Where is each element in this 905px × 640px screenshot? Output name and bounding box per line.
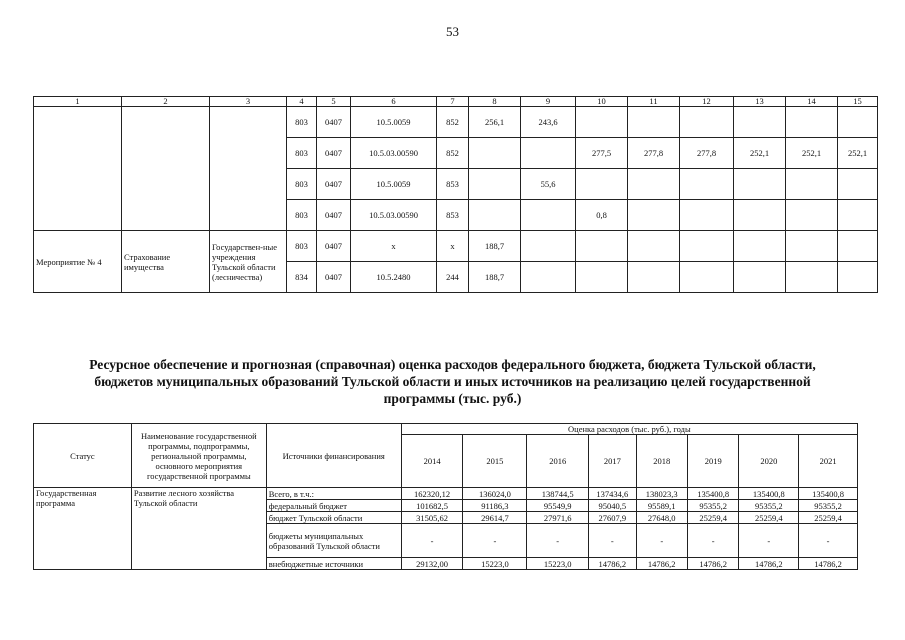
table1-cell: 243,6 [521, 107, 576, 138]
table1-col-number: 5 [317, 97, 351, 107]
value-cell: 101682,5 [401, 500, 463, 512]
table1-cell: 277,8 [628, 138, 680, 169]
table1-cell [521, 262, 576, 293]
table1-col-number: 9 [521, 97, 576, 107]
table1-cell: 277,8 [680, 138, 734, 169]
section-heading: Ресурсное обеспечение и прогнозная (справочная) оценка расходов федерального бюджета, бюджета Тульской области, бюджетов муниципальных образований Тульской области и иных источников на реализацию целей государственной программы (тыс. руб.) [89, 357, 816, 406]
table1-cell [521, 231, 576, 262]
value-cell: - [636, 524, 687, 558]
table1-cell [680, 169, 734, 200]
table1-cell: 803 [287, 138, 317, 169]
value-cell: 31505,62 [401, 512, 463, 524]
table1-cell: 0407 [317, 169, 351, 200]
table1-cell [34, 107, 122, 231]
value-cell: - [401, 524, 463, 558]
value-cell: 14786,2 [799, 558, 858, 570]
table1-cell: 852 [437, 138, 469, 169]
table1-cell [122, 107, 210, 231]
table1-cell: 10.5.03.00590 [351, 138, 437, 169]
source-cell: Всего, в т.ч.: [266, 488, 401, 500]
table1-col-number: 11 [628, 97, 680, 107]
value-cell: 95355,2 [799, 500, 858, 512]
value-cell: 138023,3 [636, 488, 687, 500]
table1-cell: 853 [437, 200, 469, 231]
table1-cell: 252,1 [734, 138, 786, 169]
value-cell: 95040,5 [589, 500, 636, 512]
year-header: 2017 [589, 435, 636, 488]
table1-cell: 277,5 [576, 138, 628, 169]
value-cell: - [799, 524, 858, 558]
table1-row [34, 107, 878, 138]
value-cell: 135400,8 [799, 488, 858, 500]
table1-cell [628, 231, 680, 262]
table1-cell [469, 138, 521, 169]
table1-col-number: 8 [469, 97, 521, 107]
source-cell: федеральный бюджет [266, 500, 401, 512]
program-cell: Развитие лесного хозяйства Тульской области [131, 488, 266, 570]
table1-cell [628, 107, 680, 138]
table2-row [34, 488, 858, 500]
table1-col-number: 2 [122, 97, 210, 107]
value-cell: 91186,3 [463, 500, 527, 512]
table1-cell: 256,1 [469, 107, 521, 138]
value-cell: 95549,9 [527, 500, 589, 512]
year-header: 2014 [401, 435, 463, 488]
value-cell: 25259,4 [799, 512, 858, 524]
table1-cell: 803 [287, 169, 317, 200]
value-cell: 137434,6 [589, 488, 636, 500]
table1-cell: 252,1 [838, 138, 878, 169]
table1-cell [786, 262, 838, 293]
table1-cell: Страхование имущества [122, 231, 210, 293]
table1-cell [680, 262, 734, 293]
value-cell: 15223,0 [463, 558, 527, 570]
table1-cell [628, 169, 680, 200]
value-cell: - [463, 524, 527, 558]
table1-cell [838, 231, 878, 262]
table1-cell [786, 169, 838, 200]
table1-cell: 10.5.2480 [351, 262, 437, 293]
table1-cell [521, 200, 576, 231]
source-cell: внебюджетные источники [266, 558, 401, 570]
value-cell: 95355,2 [739, 500, 799, 512]
value-cell: 25259,4 [739, 512, 799, 524]
table1-cell [521, 138, 576, 169]
table1-header-row [34, 97, 878, 107]
table1-cell [576, 169, 628, 200]
table1-cell [469, 200, 521, 231]
table1-cell [838, 169, 878, 200]
year-header: 2020 [739, 435, 799, 488]
table1-cell [469, 169, 521, 200]
table1-cell: 852 [437, 107, 469, 138]
table1-cell: 803 [287, 231, 317, 262]
table1-cell [734, 262, 786, 293]
table1-cell [576, 107, 628, 138]
source-cell: бюджеты муниципальных образований Тульской области [266, 524, 401, 558]
table1-cell [628, 262, 680, 293]
table1-col-number: 10 [576, 97, 628, 107]
value-cell: 27648,0 [636, 512, 687, 524]
value-cell: 136024,0 [463, 488, 527, 500]
source-cell: бюджет Тульской области [266, 512, 401, 524]
value-cell: 14786,2 [687, 558, 738, 570]
value-cell: 14786,2 [636, 558, 687, 570]
value-cell: 15223,0 [527, 558, 589, 570]
year-header: 2018 [636, 435, 687, 488]
table1-cell [838, 262, 878, 293]
table1-cell: Мероприятие № 4 [34, 231, 122, 293]
table1-cell: 0407 [317, 200, 351, 231]
value-cell: 95355,2 [687, 500, 738, 512]
value-cell: 14786,2 [739, 558, 799, 570]
table1-cell: 55,6 [521, 169, 576, 200]
value-cell: 162320,12 [401, 488, 463, 500]
value-cell: 135400,8 [739, 488, 799, 500]
table1-cell: 252,1 [786, 138, 838, 169]
table1-cell [628, 200, 680, 231]
year-header: 2019 [687, 435, 738, 488]
table1-col-number: 7 [437, 97, 469, 107]
year-header: 2021 [799, 435, 858, 488]
table1-cell: 803 [287, 107, 317, 138]
header-status: Статус [34, 424, 132, 488]
table1-cell [210, 107, 287, 231]
resource-provision-table [33, 423, 858, 570]
value-cell: - [739, 524, 799, 558]
page-number: 53 [446, 24, 459, 39]
table1-col-number: 12 [680, 97, 734, 107]
header-estimate: Оценка расходов (тыс. руб.), годы [401, 424, 857, 435]
status-cell: Государственная программа [34, 488, 132, 570]
table1-cell [838, 200, 878, 231]
table1-col-number: 13 [734, 97, 786, 107]
table1-cell: 0,8 [576, 200, 628, 231]
value-cell: 95589,1 [636, 500, 687, 512]
table1-cell [680, 231, 734, 262]
table1-col-number: 3 [210, 97, 287, 107]
table1-cell [786, 107, 838, 138]
table1-cell: 10.5.0059 [351, 107, 437, 138]
table1-cell: 0407 [317, 107, 351, 138]
value-cell: 14786,2 [589, 558, 636, 570]
value-cell: 29132,00 [401, 558, 463, 570]
table1-cell: 0407 [317, 138, 351, 169]
value-cell: 25259,4 [687, 512, 738, 524]
year-header: 2015 [463, 435, 527, 488]
table1-cell [838, 107, 878, 138]
header-sources: Источники финансирования [266, 424, 401, 488]
budget-codes-table [33, 96, 878, 293]
table1-cell: 853 [437, 169, 469, 200]
table1-col-number: 15 [838, 97, 878, 107]
value-cell: - [687, 524, 738, 558]
value-cell: 138744,5 [527, 488, 589, 500]
value-cell: 135400,8 [687, 488, 738, 500]
table1-col-number: 4 [287, 97, 317, 107]
table1-cell [734, 200, 786, 231]
table1-cell: 10.5.0059 [351, 169, 437, 200]
value-cell: - [589, 524, 636, 558]
table1-cell: 10.5.03.00590 [351, 200, 437, 231]
table1-col-number: 14 [786, 97, 838, 107]
table1-cell [576, 262, 628, 293]
table1-cell: 803 [287, 200, 317, 231]
table1-col-number: 1 [34, 97, 122, 107]
table1-col-number: 6 [351, 97, 437, 107]
table1-cell: 834 [287, 262, 317, 293]
table1-cell [734, 231, 786, 262]
table1-cell: 188,7 [469, 231, 521, 262]
table1-cell [680, 200, 734, 231]
table1-cell: x [351, 231, 437, 262]
table1-cell: 188,7 [469, 262, 521, 293]
table1-cell: Государствен-ные учреждения Тульской области (лесничества) [210, 231, 287, 293]
table1-cell [786, 200, 838, 231]
table1-cell [786, 231, 838, 262]
table1-cell [734, 169, 786, 200]
table1-cell [576, 231, 628, 262]
table1-cell [680, 107, 734, 138]
table1-cell: 0407 [317, 231, 351, 262]
value-cell: - [527, 524, 589, 558]
year-header: 2016 [527, 435, 589, 488]
table1-row [34, 231, 878, 262]
value-cell: 27971,6 [527, 512, 589, 524]
header-program-name: Наименование государственной программы, подпрограммы, региональной программы, основного мероприятия государственной программы [131, 424, 266, 488]
table1-cell: 244 [437, 262, 469, 293]
table1-cell [734, 107, 786, 138]
table1-cell: 0407 [317, 262, 351, 293]
table1-cell: x [437, 231, 469, 262]
value-cell: 29614,7 [463, 512, 527, 524]
value-cell: 27607,9 [589, 512, 636, 524]
